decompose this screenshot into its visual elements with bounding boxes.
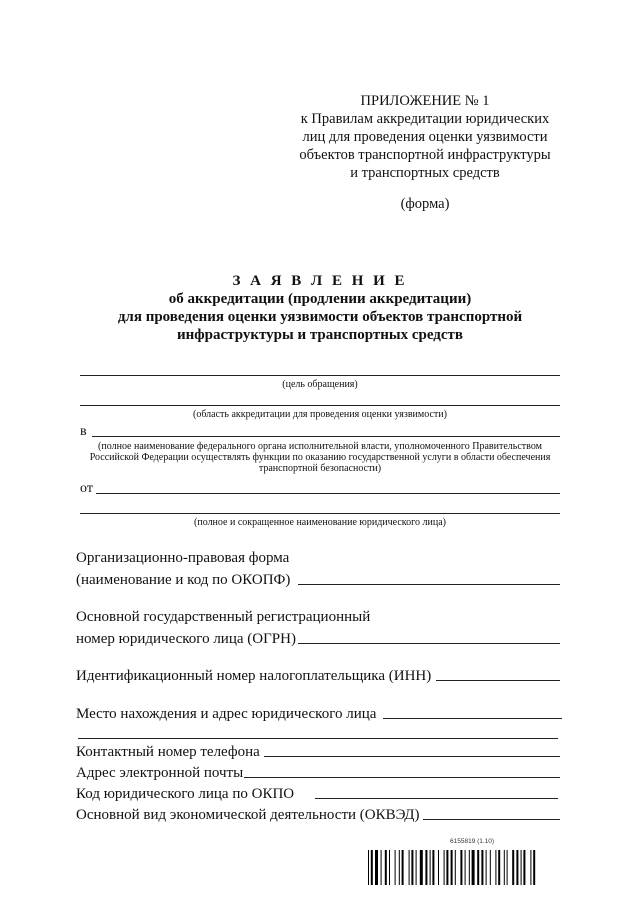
applicant-input-line-2[interactable] [80, 513, 560, 514]
inn-input-line[interactable] [436, 680, 560, 681]
email-input-line[interactable] [244, 777, 560, 778]
phone-label: Контактный номер телефона [76, 744, 260, 760]
org-form-input-line[interactable] [298, 584, 560, 585]
ogrn-input-line[interactable] [298, 643, 560, 644]
appendix-line-3: лиц для проведения оценки уязвимости [302, 129, 548, 145]
title-line-3: инфраструктуры и транспортных средств [177, 327, 463, 343]
title-line-1: об аккредитации (продлении аккредитации) [168, 291, 472, 307]
applicant-caption: (полное и сокращенное наименование юридического лица) [194, 517, 446, 528]
okpo-input-line[interactable] [315, 798, 558, 799]
authority-input-line[interactable] [92, 436, 560, 437]
barcode-image [368, 850, 590, 885]
area-input-line[interactable] [80, 405, 560, 406]
title-line-2: для проведения оценки уязвимости объектов транспортной [117, 309, 523, 325]
authority-caption: (полное наименование федерального органа исполнительной власти, уполномоченного Правительством Российской Федерации осуществлять функции по оказанию государственной услуги в области обеспечения транспортной безопасности) [89, 441, 551, 474]
area-caption: (область аккредитации для проведения оценки уязвимости) [193, 409, 447, 420]
okved-input-line[interactable] [423, 819, 560, 820]
address-label: Место нахождения и адрес юридического лица [76, 706, 377, 722]
appendix-line-2: к Правилам аккредитации юридических [300, 111, 550, 127]
applicant-input-line-1[interactable] [96, 493, 560, 494]
purpose-input-line[interactable] [80, 375, 560, 376]
inn-label: Идентификационный номер налогоплательщика (ИНН) [76, 668, 432, 684]
to-prefix: в [80, 424, 87, 439]
document-title [60, 272, 580, 344]
org-form-label-2: (наименование и код по ОКОПФ) [76, 572, 291, 588]
appendix-line-4: объектов транспортной инфраструктуры [299, 147, 551, 163]
phone-input-line[interactable] [264, 756, 560, 757]
appendix-line-5: и транспортных средств [350, 165, 500, 181]
okved-label: Основной вид экономической деятельности (ОКВЭД) [76, 807, 420, 823]
title-main: З А Я В Л Е Н И Е [232, 273, 408, 289]
address-input-line-2[interactable] [78, 738, 558, 739]
purpose-caption: (цель обращения) [282, 379, 358, 390]
appendix-number: ПРИЛОЖЕНИЕ № 1 [360, 93, 490, 109]
org-form-label-1: Организационно-правовая форма [76, 550, 290, 566]
okpo-label: Код юридического лица по ОКПО [76, 786, 295, 802]
email-label: Адрес электронной почты [76, 765, 244, 781]
from-prefix: от [80, 481, 93, 496]
ogrn-label-2: номер юридического лица (ОГРН) [76, 631, 296, 647]
appendix-header [270, 92, 580, 182]
barcode-number: 6155819 (1.10) [450, 838, 495, 845]
address-input-line-1[interactable] [383, 718, 562, 719]
ogrn-label-1: Основной государственный регистрационный [76, 609, 371, 625]
form-note: (форма) [400, 196, 450, 212]
